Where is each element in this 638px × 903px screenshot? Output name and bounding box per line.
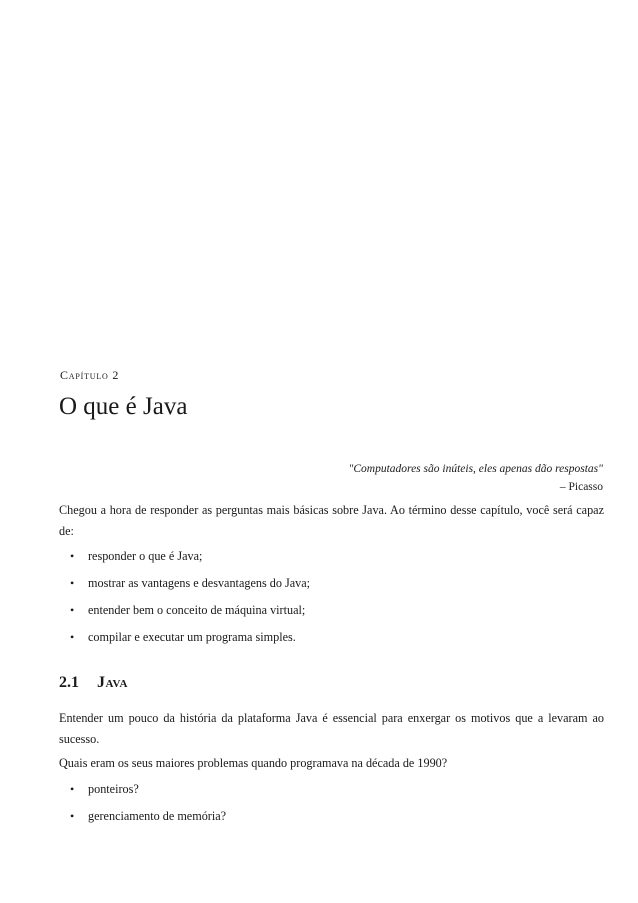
section-number: 2.1	[59, 674, 79, 691]
section-heading	[59, 674, 128, 692]
intro-paragraph: Chegou a hora de responder as perguntas mais básicas sobre Java. Ao término desse capítulo, você será capaz de:	[59, 503, 604, 539]
epigraph-quote: "Computadores são inúteis, eles apenas dão respostas"	[348, 463, 603, 475]
intro-list	[70, 543, 310, 651]
list-item: • responder o que é Java;	[70, 543, 310, 570]
section-paragraph-1: Entender um pouco da história da plataforma Java é essencial para enxergar os motivos que a levaram ao sucesso.	[59, 711, 604, 747]
section-paragraph-2: Quais eram os seus maiores problemas quando programava na década de 1990?	[59, 756, 448, 770]
section-title: Java	[97, 674, 128, 691]
chapter-title: O que é Java	[59, 393, 188, 420]
list-item: • ponteiros?	[70, 776, 226, 803]
section-list	[70, 776, 226, 830]
list-item: • gerenciamento de memória?	[70, 803, 226, 830]
list-item: • mostrar as vantagens e desvantagens do Java;	[70, 570, 310, 597]
list-item: • entender bem o conceito de máquina virtual;	[70, 597, 310, 624]
epigraph-author: – Picasso	[559, 481, 603, 494]
list-item: • compilar e executar um programa simples.	[70, 624, 310, 651]
chapter-label: Capítulo 2	[60, 368, 120, 382]
epigraph	[349, 460, 603, 497]
